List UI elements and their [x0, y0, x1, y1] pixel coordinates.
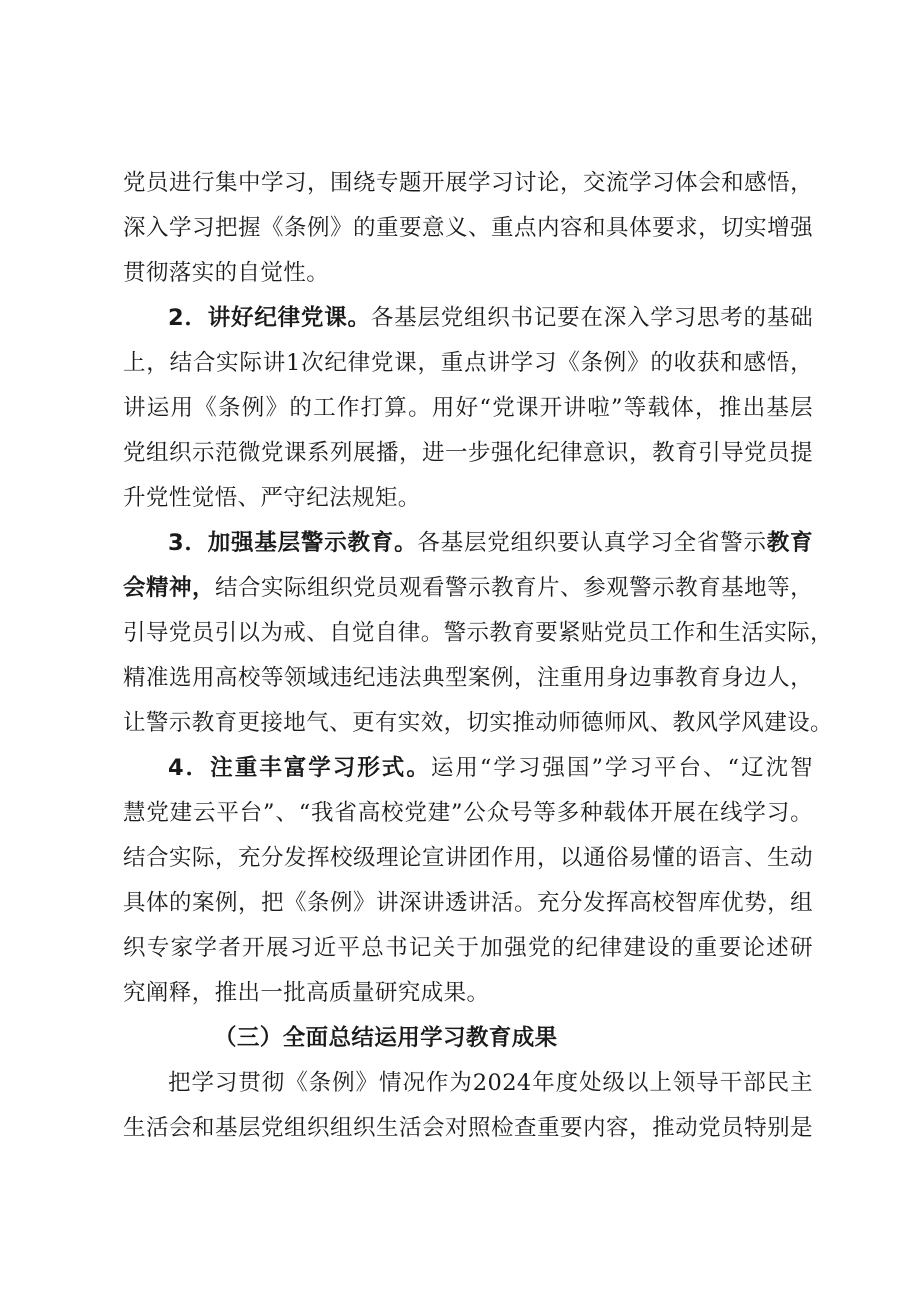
paragraph-line: 升党性觉悟、严守纪法规矩。 [123, 485, 421, 511]
item-2-heading: 2．讲好纪律党课。 [168, 305, 371, 331]
paragraph-line [123, 570, 813, 606]
paragraph-line: 引导党员引以为戒、自觉自律。警示教育要紧贴党员工作和生活实际， [123, 620, 833, 646]
item-3-heading: 3．加强基层警示教育。 [168, 530, 418, 556]
bold-phrase: 会精神， [123, 575, 216, 601]
item-2-text: 各基层党组织书记要在深入学习思考的基础 [370, 305, 813, 331]
paragraph-line: 生活会和基层党组织组织生活会对照检查重要内容，推动党员特别是 [123, 1115, 813, 1141]
paragraph-line: 究阐释，推出一批高质量研究成果。 [123, 980, 490, 1006]
item-3-bold-tail: 教育 [766, 530, 813, 556]
paragraph-line: 结合实际，充分发挥校级理论宣讲团作用，以通俗易懂的语言、生动 [123, 845, 813, 871]
paragraph-text: 结合实际组织党员观看警示教育片、参观警示教育基地等， [215, 575, 813, 601]
paragraph-line: 上，结合实际讲1次纪律党课，重点讲学习《条例》的收获和感悟， [123, 350, 813, 376]
item-4-text: 运用“学习强国”学习平台、“辽沈智 [430, 755, 814, 781]
item-3-line [168, 525, 813, 561]
item-3-text: 各基层党组织要认真学习全省警示 [417, 530, 767, 556]
paragraph-line: 慧党建云平台”、“我省高校党建”公众号等多种载体开展在线学习。 [123, 800, 813, 826]
paragraph-line: 织专家学者开展习近平总书记关于加强党的纪律建设的重要论述研 [123, 935, 813, 961]
paragraph-line: 党组织示范微党课系列展播，进一步强化纪律意识，教育引导党员提 [123, 440, 813, 466]
paragraph-line: 精准选用高校等领域违纪违法典型案例，注重用身边事教育身边人， [123, 665, 813, 691]
item-2-line [168, 300, 813, 336]
paragraph-line: 贯彻落实的自觉性。 [123, 260, 330, 286]
section-heading: （三）全面总结运用学习教育成果 [214, 1025, 558, 1051]
item-4-line [168, 750, 813, 786]
paragraph-line: 让警示教育更接地气、更有实效，切实推动师德师风、教风学风建设。 [123, 710, 833, 736]
paragraph-line: 讲运用《条例》的工作打算。用好“党课开讲啦”等载体，推出基层 [123, 395, 813, 421]
item-4-heading: 4．注重丰富学习形式。 [168, 755, 431, 781]
paragraph-line: 党员进行集中学习，围绕专题开展学习讨论，交流学习体会和感悟， [123, 170, 813, 196]
paragraph-line: 具体的案例，把《条例》讲深讲透讲活。充分发挥高校智库优势，组 [123, 890, 813, 916]
paragraph-line: 把学习贯彻《条例》情况作为2024年度处级以上领导干部民主 [168, 1070, 813, 1096]
paragraph-line: 深入学习把握《条例》的重要意义、重点内容和具体要求，切实增强 [123, 215, 813, 241]
